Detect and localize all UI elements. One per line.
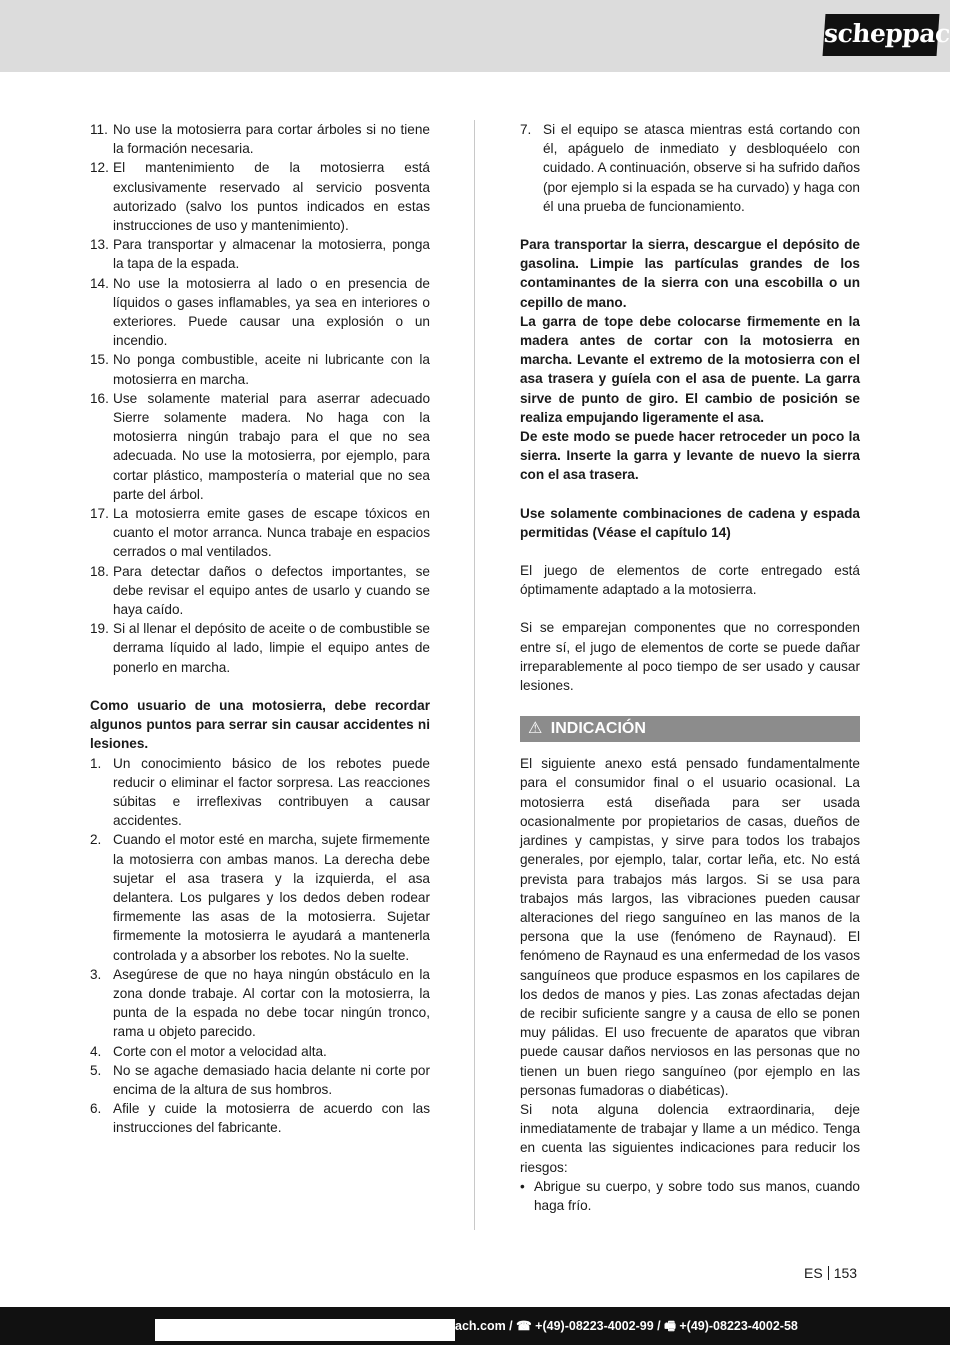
list-item-number: 19.: [90, 621, 109, 637]
page-number-value: 153: [833, 1265, 858, 1281]
page-number-separator: [828, 1266, 829, 1280]
list-item-text: Corte con el motor a velocidad alta.: [113, 1043, 327, 1059]
list-item: [90, 350, 430, 388]
list-item-text: No use la motosierra al lado o en presencia de líquidos o gases inflamables, ya sea en interiores o exteriores. Puede causar una explosión o un incendio.: [113, 275, 430, 349]
chain-combination-note: Use solamente combinaciones de cadena y espada permitidas (Véase el capítulo 14): [520, 505, 860, 540]
page-language: ES: [804, 1265, 823, 1281]
list-item: [90, 504, 430, 562]
page-number: [804, 1265, 857, 1281]
list-item-number: 11.: [90, 122, 108, 137]
list-item-text: La motosierra emite gases de escape tóxicos en cuanto el motor arranca. Nunca trabaje en espacios cerrados o mal ventilados.: [113, 506, 430, 560]
footer-contact: ach.com / ☎ +(49)-08223-4002-99 / 🖷 +(49)-08223-4002-58: [455, 1319, 798, 1333]
column-divider: [474, 120, 475, 1230]
transport-instructions: Para transportar la sierra, descargue el depósito de gasolina. Limpie las partículas grandes de los contaminantes de la sierra con una escobilla o un cepillo de mano.: [520, 237, 860, 310]
list-item: [90, 235, 430, 273]
notice-banner: [520, 716, 860, 742]
left-column: [90, 120, 430, 1138]
page-header: [0, 0, 969, 72]
medical-paragraph: Si nota alguna dolencia extraordinaria, deje inmediatamente de trabajar y llame a un médico. Tenga en cuenta las siguientes indicaciones para reducir los riesgos:: [520, 1101, 860, 1175]
list-item-text: Asegúrese de que no haya ningún obstáculo en la zona donde trabaje. Al cortar con la motosierra, la punta de la espada no debe tocar ningún tronco, rama u objeto parecido.: [113, 966, 430, 1040]
list-item: [90, 562, 430, 620]
right-column: [520, 120, 860, 1215]
warning-icon: ⚠: [528, 720, 543, 738]
list-item-number: 16.: [90, 390, 109, 406]
list-item: [90, 1042, 430, 1061]
list-item-text: Si el equipo se atasca mientras está cortando con él, apáguelo de inmediato y desbloquéelo con cuidado. A continuación, observe si ha sufrido daños (por ejemplo si la espada se ha curvado) y haga con él una prueba de funcionamiento.: [543, 122, 860, 214]
safety-list-b: [90, 754, 430, 1138]
list-item-text: Use solamente material para aserrar adecuado Sierre solamente madera. No haga con la motosierra ningún trabajo para el que no sea adecuada. No use la motosierra, por ejemplo, para cortar plástico, mampostería o material que no sea parte del árbol.: [113, 390, 430, 502]
list-item-number: 5.: [90, 1062, 102, 1078]
list-item-text: Cuando el motor esté en marcha, sujete firmemente la motosierra con ambas manos. La derecha debe sujetar el asa trasera y la izquierda, el asa delantera. Los pulgares y los dedos deben rodear firmemente las asas de la motosierra. Sujetar firmemente la motosierra le ayudará a mantenerla controlada y a absorber los rebotes. No la suelte.: [113, 832, 430, 963]
list-item-number: 15.: [90, 352, 109, 368]
list-item-text: Para transportar y almacenar la motosierra, ponga la tapa de la espada.: [113, 237, 430, 272]
page-footer: [0, 1307, 950, 1345]
bullet-text: Abrigue su cuerpo, y sobre todo sus manos, cuando haga frío.: [534, 1178, 860, 1213]
list-item-text: Si al llenar el depósito de aceite o de combustible se derrama líquido al lado, limpie el equipo antes de ponerlo en marcha.: [113, 621, 430, 675]
list-item: [90, 1099, 430, 1137]
list-item: [90, 965, 430, 1042]
list-item: [90, 274, 430, 351]
list-item: [90, 120, 430, 158]
cutting-set-paragraph: El juego de elementos de corte entregado está óptimamente adaptado a la motosierra.: [520, 563, 860, 598]
list-item: [90, 1061, 430, 1099]
list-item: [90, 619, 430, 677]
component-warning-paragraph: Si se emparejan componentes que no corresponden entre sí, el jugo de elementos de corte se puede dañar irreparablemente al poco tiempo de ser usado y causar lesiones.: [520, 620, 860, 694]
list-item-text: No se agache demasiado hacia delante ni corte por encima de la altura de sus hombros.: [113, 1062, 430, 1097]
list-item: [520, 120, 860, 216]
retroceder-instructions: De este modo se puede hacer retroceder un poco la sierra. Inserte la garra y levante de nuevo la sierra con el asa trasera.: [520, 429, 860, 483]
list-item-number: 1.: [90, 755, 102, 771]
list-item: [90, 754, 430, 831]
list-item-number: 7.: [520, 122, 532, 137]
list-item-text: El mantenimiento de la motosierra está exclusivamente reservado al servicio posventa autorizado (salvo los puntos indicados en estas instrucciones de uso y mantenimiento).: [113, 160, 430, 234]
list-item-text: Afile y cuide la motosierra de acuerdo con las instrucciones del fabricante.: [113, 1101, 430, 1136]
list-item-number: 6.: [90, 1101, 102, 1117]
scheppach-logo: scheppach: [823, 14, 940, 56]
garra-instructions: La garra de tope debe colocarse firmemente en la madera antes de cortar con la motosierra en marcha. Levante el extremo de la motosierra con el asa trasera y guíela con el asa de puente. La garra sirve de punto de giro. El cambio de posición se realiza empujando ligeramente el asa.: [520, 313, 860, 425]
list-item-number: 12.: [90, 160, 109, 176]
notice-label: INDICACIÓN: [550, 720, 646, 738]
list-item-number: 4.: [90, 1043, 102, 1059]
footer-obscured-block: [155, 1319, 455, 1341]
list-item-number: 13.: [90, 237, 109, 253]
list-item-number: 3.: [90, 966, 102, 982]
raynaud-paragraph: El siguiente anexo está pensado fundamentalmente para el consumidor final o el usuario ocasional. La motosierra está diseñada para ser usada ocasionalmente por propietarios de casas, dueños de jardines y campistas, y sirve para todos los trabajos generales, por ejemplo, talar, cortar leña, etc. No está prevista para trabajos más largos. Si se usa para trabajos más largos, las vibraciones pueden causar alteraciones del riego sanguíneo en las manos de la persona que la use (fenómeno de Raynaud). El fenómeno de Raynaud es una enfermedad de los vasos sanguíneos que produce espasmos en los capilares de los dedos de manos y pies. Las zonas afectadas dejan de recibir suficiente sangre y a causa de ello se ponen muy pálidas. El uso frecuente de aparatos que vibran puede causar daños nerviosos en las personas que no tienen un buen riego sanguíneo (por ejemplo en las personas fumadoras o diabéticas).: [520, 756, 860, 1098]
bullet-icon: •: [520, 1178, 525, 1194]
list-item-number: 2.: [90, 832, 102, 848]
list-item: [90, 830, 430, 964]
section-heading: Como usuario de una motosierra, debe recordar algunos puntos para serrar sin causar accidentes ni lesiones.: [90, 697, 430, 752]
list-item: [90, 389, 430, 504]
list-item-number: 17.: [90, 506, 109, 522]
list-item-text: Para detectar daños o defectos importantes, se debe revisar el equipo antes de usarlo y cuando se haya caído.: [113, 563, 430, 618]
list-item: [520, 1177, 860, 1215]
list-item-text: Un conocimiento básico de los rebotes puede reducir o eliminar el factor sorpresa. Las reacciones súbitas e irreflexivas contribuyen a causar accidentes.: [113, 755, 430, 829]
list-item-number: 18.: [90, 563, 109, 579]
list-item: [90, 158, 430, 235]
list-item-text: No use la motosierra para cortar árboles si no tiene la formación necesaria.: [113, 122, 430, 157]
list-item-number: 14.: [90, 275, 109, 291]
safety-list-a: [90, 120, 430, 677]
list-item-text: No ponga combustible, aceite ni lubricante con la motosierra en marcha.: [113, 352, 430, 387]
